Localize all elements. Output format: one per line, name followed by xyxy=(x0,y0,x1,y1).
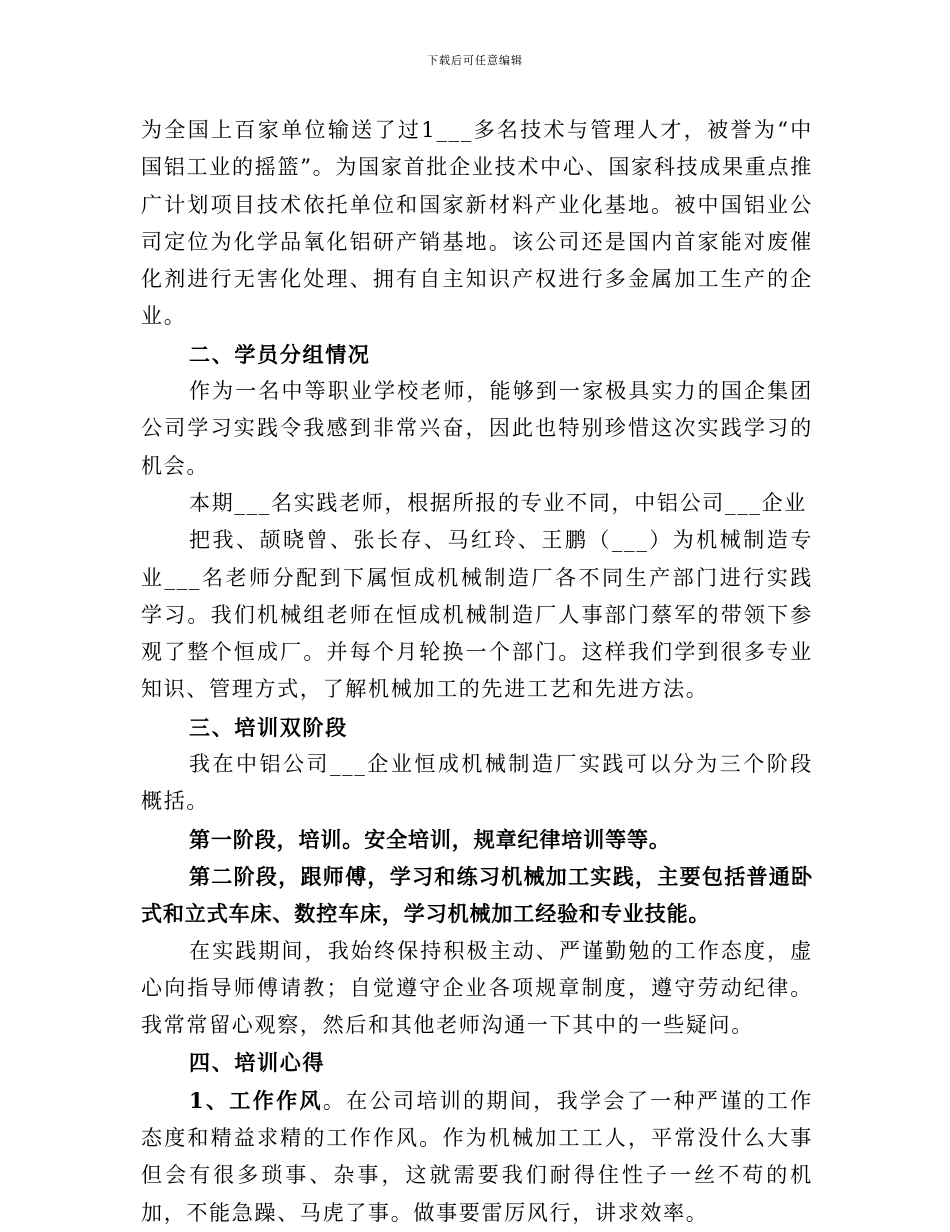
paragraph-group-assignment: 把我、颉晓曾、张长存、马红玲、王鹏（___）为机械制造专业___名老师分配到下属恒成机械制造厂各不同生产部门进行实践学习。我们机械组老师在恒成机械制造厂人事部门蔡军的带领下参观了整个恒成厂。并每个月轮换一个部门。这样我们学到很多专业知识、管理方式，了解机械加工的先进工艺和先进方法。 xyxy=(141,528,813,702)
stage-one: 第一阶段，培训。安全培训，规章纪律培训等等。 xyxy=(189,826,671,852)
section-heading-4: 四、培训心得 xyxy=(189,1050,326,1076)
paragraph-work-style xyxy=(141,1082,813,1232)
paragraph-group-count: 本期___名实践老师，根据所报的专业不同，中铝公司___企业 xyxy=(189,490,807,515)
section-heading-3: 三、培训双阶段 xyxy=(189,714,348,740)
paragraph-teacher-intro: 作为一名中等职业学校老师，能够到一家极具实力的国企集团公司学习实践令我感到非常兴奋，因此也特别珍惜这次实践学习的机会。 xyxy=(141,379,813,478)
paragraph-practice-attitude: 在实践期间，我始终保持积极主动、严谨勤勉的工作态度，虚心向指导师傅请教；自觉遵守企业各项规章制度，遵守劳动纪律。我常常留心观察，然后和其他老师沟通一下其中的一些疑问。 xyxy=(141,938,813,1038)
document-body xyxy=(141,112,813,1232)
section-heading-2: 二、学员分组情况 xyxy=(189,341,371,367)
work-style-lead: 1、工作作风 xyxy=(189,1087,323,1113)
work-style-text: 。在公司培训的期间，我学会了一种严谨的工作态度和精益求精的工作作风。作为机械加工工人，平常没什么大事但会有很多琐事、杂事，这就需要我们耐得住性子一丝不苟的机加，不能急躁、马虎了事。做事要雷厉风行，讲求效率。 xyxy=(141,1088,814,1225)
stage-two: 第二阶段，跟师傅，学习和练习机械加工实践，主要包括普通卧式和立式车床、数控车床，学习机械加工经验和专业技能。 xyxy=(141,863,813,927)
page-header: 下载后可任意编辑 xyxy=(427,54,523,67)
paragraph-intro-continued: 为全国上百家单位输送了过1___多名技术与管理人才，被誉为“中国铝工业的摇篮”。为国家首批企业技术中心、国家科技成果重点推广计划项目技术依托单位和国家新材料产业化基地。被中国铝业公司定位为化学品氧化铝研产销基地。该公司还是国内首家能对废催化剂进行无害化处理、拥有自主知识产权进行多金属加工生产的企业。 xyxy=(141,118,813,329)
paragraph-stages-summary: 我在中铝公司___企业恒成机械制造厂实践可以分为三个阶段概括。 xyxy=(141,752,813,814)
